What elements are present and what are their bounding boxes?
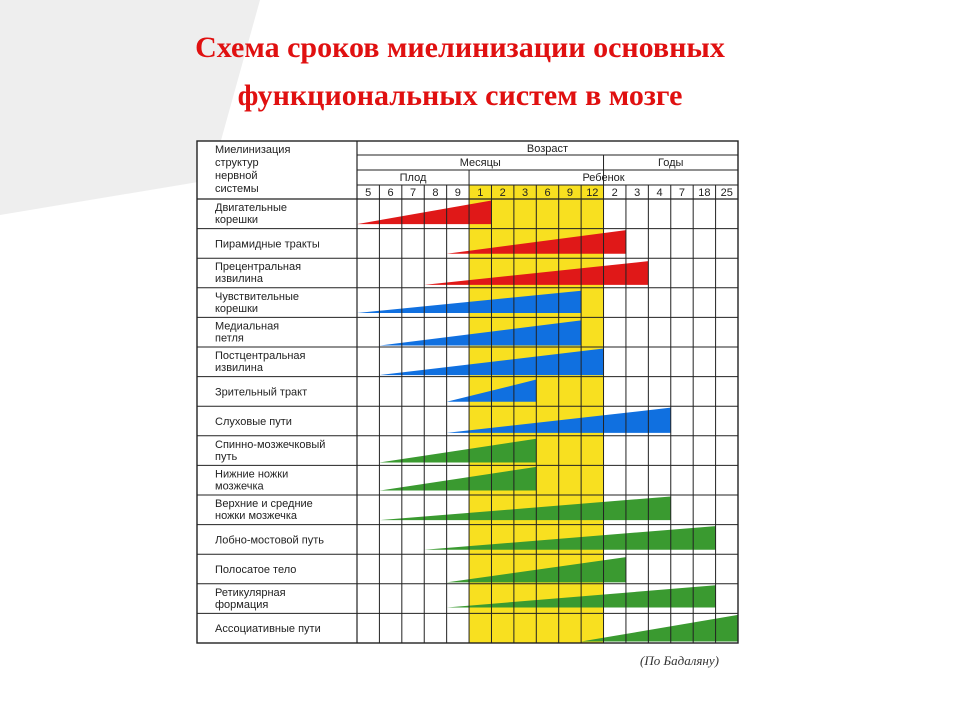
column-label-3: 3 xyxy=(634,187,641,199)
column-label-25: 25 xyxy=(720,187,733,199)
header-years: Годы xyxy=(658,157,684,169)
header-corner-label: нервной xyxy=(215,170,258,182)
row-label: Ассоциативные пути xyxy=(215,623,321,636)
row-label: путь xyxy=(215,450,238,463)
column-label-7: 7 xyxy=(678,187,686,199)
row-label: Полосатое тело xyxy=(215,564,297,576)
column-label-3: 3 xyxy=(522,187,529,199)
title-line-1: Схема сроков миелинизации основных xyxy=(195,31,725,64)
column-label-7: 7 xyxy=(409,187,417,199)
row-label: Верхние и средние xyxy=(215,498,313,510)
column-label-5: 5 xyxy=(365,187,372,199)
row-label: Пирамидные тракты xyxy=(215,238,320,251)
header-months: Месяцы xyxy=(459,157,501,169)
column-label-8: 8 xyxy=(432,187,439,199)
row-label: Спинно-мозжечковый xyxy=(215,438,326,451)
column-label-9: 9 xyxy=(566,187,573,199)
column-label-18: 18 xyxy=(698,187,711,199)
row-label: корешки xyxy=(215,302,259,315)
row-label: Слуховые пути xyxy=(215,416,292,428)
column-label-2: 2 xyxy=(499,187,506,199)
header-child: Ребенок xyxy=(582,172,625,184)
column-label-9: 9 xyxy=(454,187,461,199)
column-label-6: 6 xyxy=(387,187,394,199)
row-label: формация xyxy=(215,598,269,611)
row-label: Ретикулярная xyxy=(215,586,286,599)
row-label: корешки xyxy=(215,214,259,226)
row-label: Постцентральная xyxy=(215,350,306,362)
row-label: Двигательные xyxy=(215,202,287,214)
row-label: извилина xyxy=(215,273,263,286)
column-label-6: 6 xyxy=(544,187,551,199)
row-label: петля xyxy=(215,332,244,345)
row-label: мозжечка xyxy=(215,480,264,493)
row-label: ножки мозжечка xyxy=(215,510,298,522)
column-label-12: 12 xyxy=(586,187,599,199)
header-age: Возраст xyxy=(526,143,569,155)
column-label-2: 2 xyxy=(611,187,618,199)
source-credit: (По Бадаляну) xyxy=(640,653,719,668)
header-corner-label: Миелинизация xyxy=(215,144,291,156)
row-label: Медиальная xyxy=(215,320,280,333)
column-label-4: 4 xyxy=(656,187,663,199)
column-label-1: 1 xyxy=(477,187,484,199)
title-line-2: функциональных систем в мозге xyxy=(237,79,683,112)
row-label: Лобно-мостовой путь xyxy=(215,534,324,547)
row-label: Чувствительные xyxy=(215,290,299,303)
header-corner-label: структур xyxy=(215,157,259,169)
header-corner-label: системы xyxy=(215,183,259,195)
row-label: Нижние ножки xyxy=(215,468,289,481)
row-label: Зрительный тракт xyxy=(215,386,308,399)
row-label: Прецентральная xyxy=(215,261,302,274)
header-fetus: Плод xyxy=(399,172,427,184)
row-label: извилина xyxy=(215,362,263,374)
